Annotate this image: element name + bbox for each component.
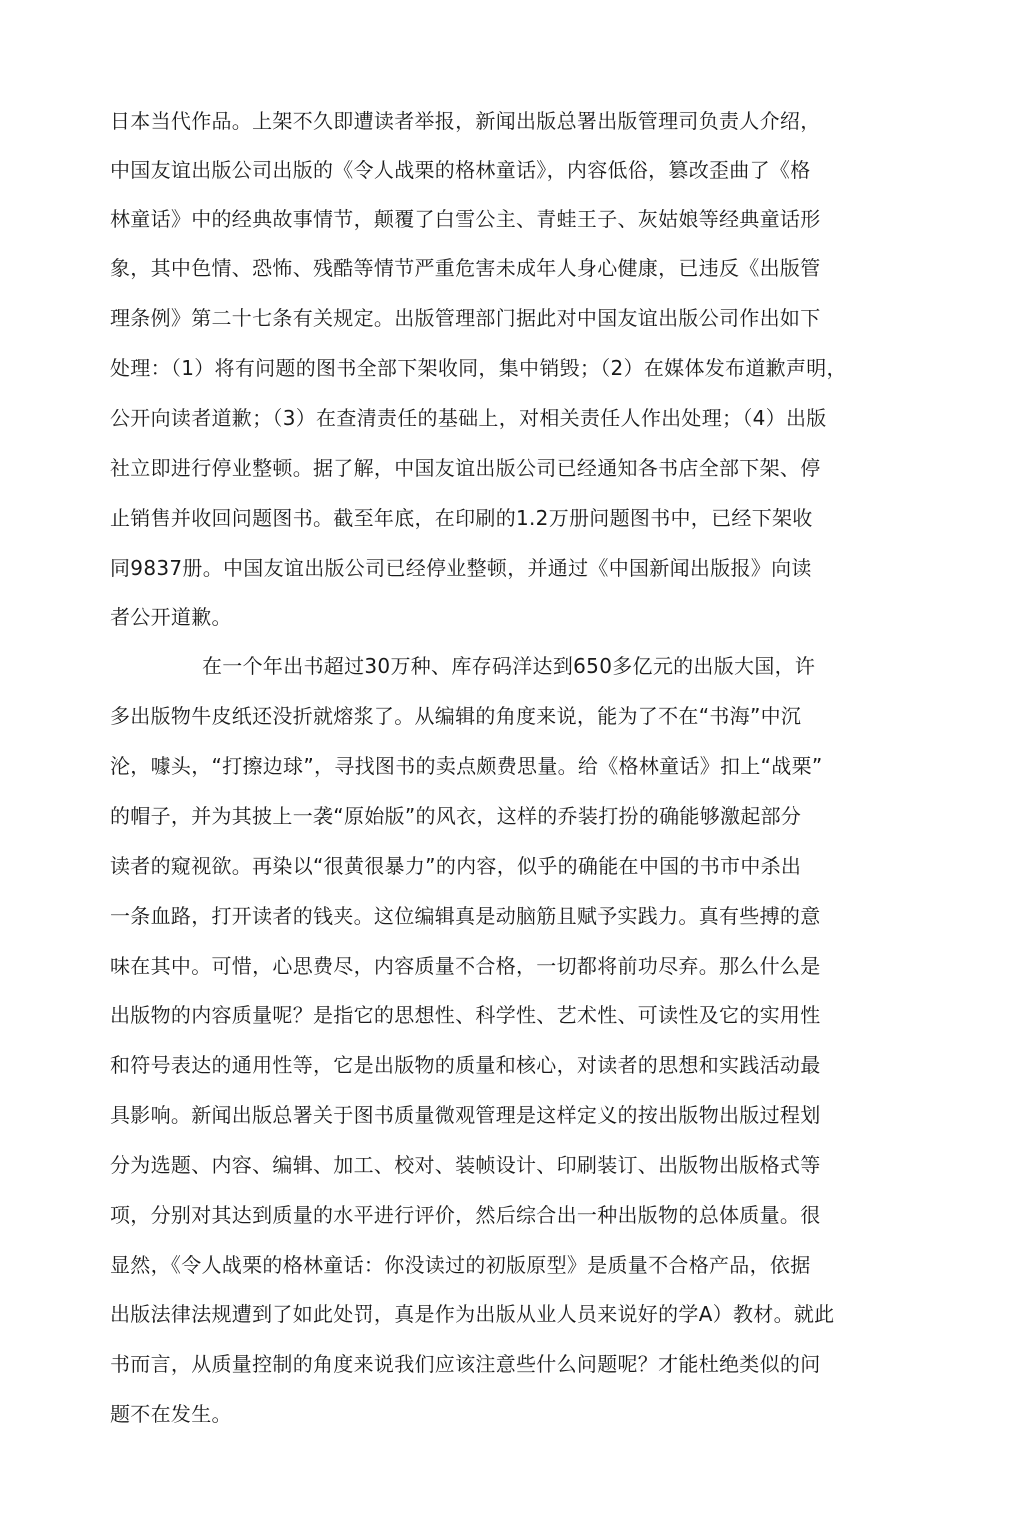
- paragraph-line: 分为选题、内容、编辑、加工、校对、装帧设计、印刷装订、出版物出版格式等: [110, 1153, 821, 1177]
- paragraph-line: 一条血路，打开读者的钱夹。这位编辑真是动脑筋且赋予实践力。真有些搏的意: [110, 904, 821, 928]
- paragraph-line: 象，其中色情、恐怖、残酷等情节严重危害未成年人身心健康，已违反《出版管: [110, 256, 821, 280]
- paragraph-line: 出版法律法规遭到了如此处罚，真是作为出版从业人员来说好的学A）教材。就此: [110, 1302, 835, 1326]
- paragraph-line: 日本当代作品。上架不久即遭读者举报，新闻出版总署出版管理司负责人介绍，: [110, 109, 821, 133]
- paragraph-line: 同9837册。中国友谊出版公司已经停业整顿，并通过《中国新闻出版报》向读: [110, 556, 812, 580]
- paragraph-line: 社立即进行停业整顿。据了解，中国友谊出版公司已经通知各书店全部下架、停: [110, 456, 821, 480]
- paragraph-line: 沦，噱头，“打擦边球”，寻找图书的卖点颇费思量。给《格林童话》扣上“战栗”: [110, 754, 823, 778]
- paragraph-line: 止销售并收回问题图书。截至年底，在印刷的1.2万册问题图书中，已经下架收: [110, 506, 813, 530]
- paragraph-line: 读者的窥视欲。再染以“很黄很暴力”的内容，似乎的确能在中国的书市中杀出: [110, 854, 802, 878]
- paragraph-line: 公开向读者道歉；（3）在查清责任的基础上，对相关责任人作出处理；（4）出版: [110, 406, 827, 430]
- paragraph-line: 味在其中。可惜，心思费尽，内容质量不合格，一切都将前功尽弃。那么什么是: [110, 954, 821, 978]
- paragraph-line: 出版物的内容质量呢？是指它的思想性、科学性、艺术性、可读性及它的实用性: [110, 1003, 821, 1027]
- paragraph-line: 显然，《令人战栗的格林童话：你没读过的初版原型》是质量不合格产品，依据: [110, 1253, 811, 1277]
- paragraph-line: 题不在发生。: [110, 1402, 232, 1426]
- paragraph-line: 多出版物牛皮纸还没折就熔浆了。从编辑的角度来说，能为了不在“书海”中沉: [110, 704, 802, 728]
- paragraph-line: 中国友谊出版公司出版的《令人战栗的格林童话》，内容低俗，篡改歪曲了《格: [110, 158, 811, 182]
- paragraph-line: 的帽子，并为其披上一袭“原始版”的风衣，这样的乔装打扮的确能够激起部分: [110, 804, 802, 828]
- paragraph-line: 理条例》第二十七条有关规定。出版管理部门据此对中国友谊出版公司作出如下: [110, 306, 821, 330]
- paragraph-line: 书而言，从质量控制的角度来说我们应该注意些什么问题呢？才能杜绝类似的问: [110, 1352, 821, 1376]
- paragraph-line: 和符号表达的通用性等，它是出版物的质量和核心，对读者的思想和实践活动最: [110, 1053, 821, 1077]
- paragraph-line: 者公开道歉。: [110, 605, 232, 629]
- paragraph-first-line: 在一个年出书超过30万种、库存码洋达到650多亿元的出版大国，许: [202, 654, 816, 678]
- paragraph-line: 项，分别对其达到质量的水平进行评价，然后综合出一种出版物的总体质量。很: [110, 1203, 821, 1227]
- paragraph-line: 具影响。新闻出版总署关于图书质量微观管理是这样定义的按出版物出版过程划: [110, 1103, 821, 1127]
- paragraph-line: 林童话》中的经典故事情节，颠覆了白雪公主、青蛙王子、灰姑娘等经典童话形: [110, 207, 821, 231]
- paragraph-line: 处理：（1）将有问题的图书全部下架收同，集中销毁；（2）在媒体发布道歉声明，: [110, 356, 847, 380]
